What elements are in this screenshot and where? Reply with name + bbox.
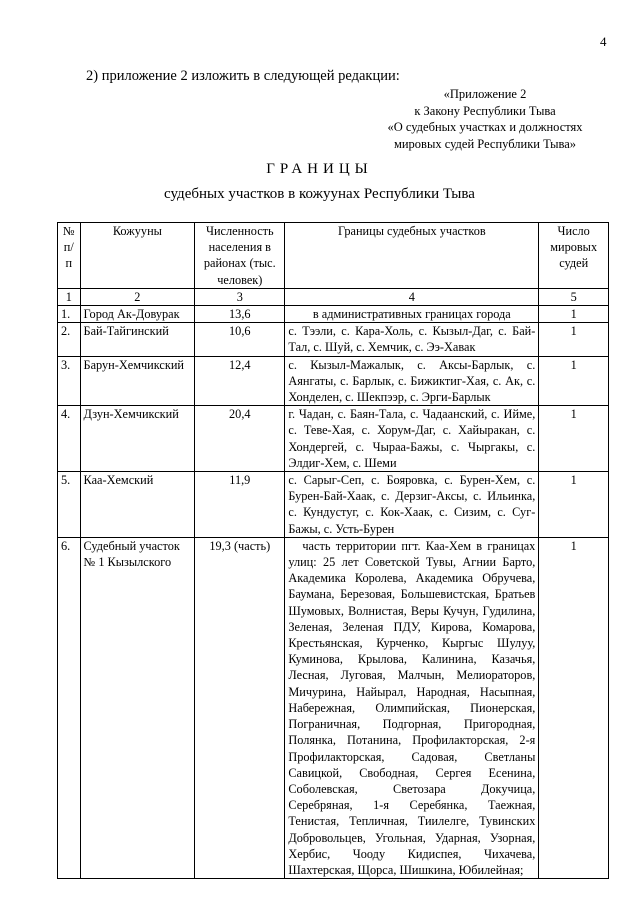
appendix-line: «О судебных участках и должностях [387, 120, 583, 134]
row-num: 6. [58, 537, 81, 878]
row-kozhuun: Каа-Хемский [80, 472, 195, 538]
table-row [58, 306, 609, 323]
col-number: 1 [58, 288, 81, 305]
row-population: 10,6 [195, 323, 285, 356]
col-number: 3 [195, 288, 285, 305]
row-judges: 1 [539, 537, 609, 878]
row-num: 4. [58, 406, 81, 472]
table-row [58, 472, 609, 538]
row-judges: 1 [539, 472, 609, 538]
row-num: 2. [58, 323, 81, 356]
row-population: 20,4 [195, 406, 285, 472]
header-num: № п/п [58, 223, 81, 289]
appendix-line: мировых судей Республики Тыва» [393, 136, 577, 151]
row-num: 1. [58, 306, 81, 323]
row-judges: 1 [539, 356, 609, 406]
table-row [58, 537, 609, 878]
table-row [58, 323, 609, 356]
row-kozhuun: Бай-Тайгинский [80, 323, 195, 356]
row-judges: 1 [539, 406, 609, 472]
col-number: 2 [80, 288, 195, 305]
header-boundaries: Границы судебных участков [285, 223, 539, 289]
row-num: 3. [58, 356, 81, 406]
boundaries-table [57, 222, 609, 879]
row-boundaries: часть территории пгт. Каа-Хем в границах улиц: 25 лет Советской Тувы, Агнии Барто, Академика Королева, Академика Обручева, Баумана, Березовая, Большевистская, Братьев Шумовых, Волнистая, Веры Кучун, Гудилина, Зеленая, Зеленая ПДУ, Кирова, Комарова, Крестьянская, Курченко, Кыргыс Шулуу, Куминова, Крылова, Калинина, Казачья, Лесная, Луговая, Малчын, Мелиораторов, Мичурина, Найырал, Народная, Насыпная, Набережная, Олимпийская, Пионерская, Пограничная, Подгорная, Пригородная, Полянка, Потанина, Профилакторская, 2-я Профилакторская, Садовая, Светланы Савицкой, Свободная, Сергея Есенина, Соболевская, Светозара Докучица, Серебряная, 1-я Серебянка, Таежная, Тенистая, Тепличная, Тиилелге, Тувинских Добровольцев, Угольная, Ударная, Узорная, Хербис, Чооду Кидиспея, Чихачева, Шахтерская, Щорса, Шишкина, Юбилейная; [285, 537, 539, 878]
header-population: Численность населения в районах (тыс. человек) [195, 223, 285, 289]
row-population: 13,6 [195, 306, 285, 323]
row-kozhuun: Дзун-Хемчикский [80, 406, 195, 472]
appendix-line: к Закону Республики Тыва [414, 103, 556, 118]
row-population: 19,3 (часть) [195, 537, 285, 878]
row-boundaries: с. Кызыл-Мажалык, с. Аксы-Барлык, с. Аянгаты, с. Барлык, с. Бижиктиг-Хая, с. Ак, с. Хонделен, с. Шекпээр, с. Эрги-Барлык [285, 356, 539, 406]
row-boundaries: г. Чадан, с. Баян-Тала, с. Чадаанский, с. Ийме, с. Теве-Хая, с. Хорум-Даг, с. Хайыракан, с. Хондергей, с. Чыраа-Бажы, с. Чыргакы, с. Элдиг-Хем, с. Шеми [285, 406, 539, 472]
row-kozhuun: Город Ак-Довурак [80, 306, 195, 323]
row-boundaries: с. Тээли, с. Кара-Холь, с. Кызыл-Даг, с. Бай-Тал, с. Шуй, с. Хемчик, с. Ээ-Хавак [285, 323, 539, 356]
document-subtitle: судебных участков в кожуунах Республики Тыва [164, 186, 475, 202]
header-judges: Число мировых судей [539, 223, 609, 289]
row-kozhuun: Барун-Хемчикский [80, 356, 195, 406]
row-judges: 1 [539, 306, 609, 323]
row-boundaries: в административных границах города [285, 306, 539, 323]
page-number: 4 [600, 34, 607, 49]
row-boundaries: с. Сарыг-Сеп, с. Бояровка, с. Бурен-Хем, с. Бурен-Бай-Хаак, с. Дерзиг-Аксы, с. Ильинка, с. Кундустуг, с. Кок-Хаак, с. Сизим, с. Суг-Бажы, с. Усть-Бурен [285, 472, 539, 538]
row-population: 11,9 [195, 472, 285, 538]
intro-text: 2) приложение 2 изложить в следующей редакции: [86, 68, 400, 84]
row-kozhuun: Судебный участок № 1 Кызылского [80, 537, 195, 878]
document-title: ГРАНИЦЫ [266, 161, 373, 177]
col-number: 4 [285, 288, 539, 305]
row-judges: 1 [539, 323, 609, 356]
table-row [58, 356, 609, 406]
appendix-header [380, 86, 590, 152]
table-header-row [58, 223, 609, 289]
column-number-row [58, 288, 609, 305]
col-number: 5 [539, 288, 609, 305]
row-num: 5. [58, 472, 81, 538]
header-kozhuun: Кожууны [80, 223, 195, 289]
appendix-line: «Приложение 2 [443, 87, 527, 101]
table-row [58, 406, 609, 472]
row-population: 12,4 [195, 356, 285, 406]
